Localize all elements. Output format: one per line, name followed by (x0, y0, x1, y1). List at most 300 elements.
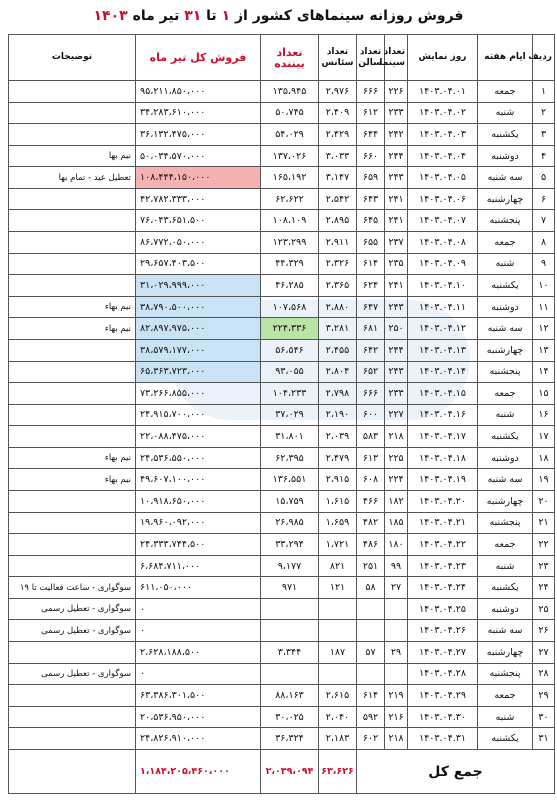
cinemas-cell: ۲۴۲ (385, 124, 408, 146)
gross-cell: ۳۸،۵۷۹،۱۷۷،۰۰۰ (136, 339, 261, 361)
weekday-cell: یکشنبه (478, 728, 533, 750)
header-date: روز نمایش (408, 35, 478, 81)
audience-cell: ۳۱،۸۰۱ (261, 426, 319, 448)
row-number: ۲۹ (533, 685, 555, 707)
title-suffix: تیر ماه (127, 8, 185, 24)
header-notes: توضیحات (9, 35, 136, 81)
table-body (9, 81, 555, 750)
screenings-cell: ۲،۴۵۵ (319, 339, 357, 361)
screenings-cell: ۱،۶۱۵ (319, 490, 357, 512)
cinemas-cell: ۲۱۸ (385, 426, 408, 448)
gross-cell: ۲۹،۶۵۷،۴۰۳،۵۰۰ (136, 253, 261, 275)
table-row (9, 512, 555, 534)
gross-cell: ۰ (136, 663, 261, 685)
title-day-start: ۱ (221, 8, 231, 24)
date-cell: ۱۴۰۳.۰۴.۲۵ (408, 598, 478, 620)
row-number: ۳ (533, 124, 555, 146)
header-weekday: ایام هفته (478, 35, 533, 81)
notes-cell (9, 253, 136, 275)
row-number: ۵ (533, 167, 555, 189)
cinemas-cell: ۲۴۴ (385, 339, 408, 361)
gross-cell: ۱۰۸،۴۴۴،۱۵۰،۰۰۰ (136, 167, 261, 189)
row-number: ۲۸ (533, 663, 555, 685)
notes-cell: نیم بهاء (9, 447, 136, 469)
date-cell: ۱۴۰۳.۰۴.۱۳ (408, 339, 478, 361)
halls-cell: ۴۶۶ (357, 490, 385, 512)
row-number: ۸ (533, 232, 555, 254)
audience-cell: ۱۳۵،۹۴۵ (261, 81, 319, 103)
table-row (9, 339, 555, 361)
weekday-cell: یکشنبه (478, 577, 533, 599)
table-row (9, 577, 555, 599)
screenings-cell: ۲،۱۹۰ (319, 404, 357, 426)
gross-cell: ۴۲،۷۸۲،۳۳۳،۰۰۰ (136, 188, 261, 210)
audience-cell: ۳۰،۰۲۵ (261, 706, 319, 728)
audience-cell: ۹۷۱ (261, 577, 319, 599)
halls-cell: ۶۵۹ (357, 167, 385, 189)
row-number: ۱۲ (533, 318, 555, 340)
row-number: ۱۹ (533, 469, 555, 491)
cinemas-cell: ۲۳۳ (385, 383, 408, 405)
table-row (9, 404, 555, 426)
screenings-cell: ۲،۴۲۹ (319, 124, 357, 146)
notes-cell (9, 232, 136, 254)
halls-cell: ۴۸۲ (357, 512, 385, 534)
audience-cell: ۱۰۴،۲۳۳ (261, 383, 319, 405)
totals-row (9, 750, 555, 794)
date-cell: ۱۴۰۳.۰۴.۰۲ (408, 102, 478, 124)
halls-cell (357, 663, 385, 685)
row-number: ۲۷ (533, 642, 555, 664)
weekday-cell: یکشنبه (478, 124, 533, 146)
audience-cell: ۳،۳۴۴ (261, 642, 319, 664)
halls-cell: ۶۵۲ (357, 361, 385, 383)
table-row (9, 383, 555, 405)
cinemas-cell: ۱۸۲ (385, 490, 408, 512)
halls-cell: ۶۰۸ (357, 469, 385, 491)
table-row (9, 706, 555, 728)
row-number: ۱۰ (533, 275, 555, 297)
halls-cell: ۵۹۲ (357, 706, 385, 728)
row-number: ۲۳ (533, 555, 555, 577)
table-row (9, 728, 555, 750)
row-number: ۱۳ (533, 339, 555, 361)
gross-cell: ۵۰،۰۳۴،۵۷۰،۰۰۰ (136, 145, 261, 167)
halls-cell: ۶۴۷ (357, 296, 385, 318)
notes-cell (9, 210, 136, 232)
table-row (9, 663, 555, 685)
halls-cell: ۶۶۶ (357, 81, 385, 103)
audience-cell: ۳۳،۲۹۴ (261, 534, 319, 556)
weekday-cell: شنبه (478, 555, 533, 577)
row-number: ۹ (533, 253, 555, 275)
audience-cell: ۹۳،۰۵۵ (261, 361, 319, 383)
header-row-num: ردیف (533, 35, 555, 81)
gross-cell: ۴۹،۶۰۷،۱۰۰،۰۰۰ (136, 469, 261, 491)
cinemas-cell: ۲۲۷ (385, 404, 408, 426)
notes-cell: سوگواری - تعطیل رسمی (9, 663, 136, 685)
notes-cell (9, 102, 136, 124)
sales-table (8, 34, 555, 794)
date-cell: ۱۴۰۳.۰۴.۳۰ (408, 706, 478, 728)
cinemas-cell: ۲۴۱ (385, 188, 408, 210)
table-row (9, 81, 555, 103)
notes-cell (9, 642, 136, 664)
audience-cell: ۶۲،۳۹۵ (261, 447, 319, 469)
date-cell: ۱۴۰۳.۰۴.۳۱ (408, 728, 478, 750)
gross-cell: ۲۴،۵۳۶،۵۵۰،۰۰۰ (136, 447, 261, 469)
total-audience: ۲،۰۳۹،۰۹۴ (261, 750, 319, 794)
screenings-cell: ۲،۶۱۵ (319, 685, 357, 707)
notes-cell: سوگواری - تعطیل رسمی (9, 620, 136, 642)
date-cell: ۱۴۰۳.۰۴.۰۸ (408, 232, 478, 254)
row-number: ۱۴ (533, 361, 555, 383)
screenings-cell: ۱،۶۵۹ (319, 512, 357, 534)
gross-cell: ۶۳،۳۸۶،۳۰۱،۵۰۰ (136, 685, 261, 707)
weekday-cell: دوشنبه (478, 598, 533, 620)
audience-cell: ۱۰۷،۵۶۸ (261, 296, 319, 318)
table-row (9, 232, 555, 254)
weekday-cell: پنجشنبه (478, 512, 533, 534)
table-row (9, 361, 555, 383)
gross-cell: ۲۴،۸۲۶،۹۱۰،۰۰۰ (136, 728, 261, 750)
weekday-cell: شنبه (478, 102, 533, 124)
date-cell: ۱۴۰۳.۰۴.۱۵ (408, 383, 478, 405)
audience-cell (261, 663, 319, 685)
table-row (9, 642, 555, 664)
weekday-cell: یکشنبه (478, 426, 533, 448)
cinemas-cell: ۲۳۵ (385, 253, 408, 275)
audience-cell: ۱۰۸،۱۰۹ (261, 210, 319, 232)
screenings-cell (319, 620, 357, 642)
notes-cell (9, 534, 136, 556)
notes-cell: سوگواری - ساعت فعالیت تا ۱۹ (9, 577, 136, 599)
date-cell: ۱۴۰۳.۰۴.۱۸ (408, 447, 478, 469)
date-cell: ۱۴۰۳.۰۴.۰۴ (408, 145, 478, 167)
table-row (9, 447, 555, 469)
weekday-cell: دوشنبه (478, 145, 533, 167)
cinemas-cell: ۲۴۳ (385, 296, 408, 318)
audience-cell: ۳۶،۳۲۴ (261, 728, 319, 750)
cinemas-cell: ۲۲۶ (385, 81, 408, 103)
notes-cell (9, 555, 136, 577)
weekday-cell: جمعه (478, 81, 533, 103)
screenings-cell: ۲،۸۹۵ (319, 210, 357, 232)
notes-cell: نیم بهاء (9, 318, 136, 340)
audience-cell: ۹،۱۷۷ (261, 555, 319, 577)
halls-cell: ۶۱۴ (357, 685, 385, 707)
screenings-cell: ۲،۳۲۶ (319, 253, 357, 275)
audience-cell (261, 598, 319, 620)
screenings-cell: ۸۲۱ (319, 555, 357, 577)
weekday-cell: پنجشنبه (478, 210, 533, 232)
date-cell: ۱۴۰۳.۰۴.۲۰ (408, 490, 478, 512)
audience-cell: ۲۲۴،۳۳۶ (261, 318, 319, 340)
audience-cell: ۱۳۶،۵۵۱ (261, 469, 319, 491)
screenings-cell: ۲،۳۶۵ (319, 275, 357, 297)
row-number: ۲۶ (533, 620, 555, 642)
table-row (9, 210, 555, 232)
gross-cell: ۶۵،۳۶۳،۷۲۳،۰۰۰ (136, 361, 261, 383)
screenings-cell: ۲،۱۸۳ (319, 728, 357, 750)
halls-cell: ۶۵۵ (357, 232, 385, 254)
notes-cell: نیم بها (9, 145, 136, 167)
row-number: ۳۱ (533, 728, 555, 750)
halls-cell: ۵۸ (357, 577, 385, 599)
date-cell: ۱۴۰۳.۰۴.۰۷ (408, 210, 478, 232)
cinemas-cell: ۲۴۱ (385, 210, 408, 232)
halls-cell: ۶۸۱ (357, 318, 385, 340)
table-row (9, 620, 555, 642)
date-cell: ۱۴۰۳.۰۴.۲۶ (408, 620, 478, 642)
audience-cell (261, 620, 319, 642)
halls-cell: ۶۴۳ (357, 188, 385, 210)
halls-cell: ۶۰۰ (357, 404, 385, 426)
notes-cell: نیم بهاء (9, 469, 136, 491)
header-audience: تعداد بیننده (261, 35, 319, 81)
screenings-cell: ۲،۸۸۰ (319, 296, 357, 318)
screenings-cell: ۱،۷۲۱ (319, 534, 357, 556)
cinemas-cell: ۲۴۳ (385, 361, 408, 383)
date-cell: ۱۴۰۳.۰۴.۱۷ (408, 426, 478, 448)
weekday-cell: یکشنبه (478, 275, 533, 297)
cinemas-cell: ۲۵۰ (385, 318, 408, 340)
gross-cell: ۳۸،۷۹۰،۵۰۰،۰۰۰ (136, 296, 261, 318)
audience-cell: ۸۸،۱۶۳ (261, 685, 319, 707)
gross-cell: ۷۳،۲۶۶،۸۵۵،۰۰۰ (136, 383, 261, 405)
total-gross: ۱،۱۸۴،۲۰۵،۴۶۰،۰۰۰ (136, 750, 261, 794)
header-screenings: تعداد سئانس (319, 35, 357, 81)
notes-cell (9, 685, 136, 707)
screenings-cell: ۲،۰۳۹ (319, 426, 357, 448)
cinemas-cell: ۲۴۴ (385, 145, 408, 167)
halls-cell: ۶۴۴ (357, 124, 385, 146)
screenings-cell: ۲،۹۱۱ (319, 232, 357, 254)
gross-cell: ۲۰،۵۳۶،۹۵۰،۰۰۰ (136, 706, 261, 728)
cinemas-cell: ۲۹ (385, 642, 408, 664)
title-prefix: فروش روزانه سینماهای کشور از (230, 8, 464, 24)
gross-cell: ۰ (136, 620, 261, 642)
weekday-cell: شنبه (478, 404, 533, 426)
table-row (9, 275, 555, 297)
cinemas-cell: ۱۸۰ (385, 534, 408, 556)
notes-cell (9, 275, 136, 297)
gross-cell: ۸۲،۸۹۷،۹۷۵،۰۰۰ (136, 318, 261, 340)
weekday-cell: پنجشنبه (478, 361, 533, 383)
halls-cell: ۶۲۴ (357, 275, 385, 297)
page-title (0, 8, 557, 24)
weekday-cell: جمعه (478, 685, 533, 707)
audience-cell: ۴۴،۳۲۹ (261, 253, 319, 275)
row-number: ۱۶ (533, 404, 555, 426)
row-number: ۲۴ (533, 577, 555, 599)
audience-cell: ۱۳۷،۰۲۶ (261, 145, 319, 167)
row-number: ۲ (533, 102, 555, 124)
halls-cell: ۵۷ (357, 642, 385, 664)
row-number: ۲۰ (533, 490, 555, 512)
gross-cell: ۶۱۱،۰۵۰،۰۰۰ (136, 577, 261, 599)
gross-cell: ۲۴،۹۱۵،۷۰۰،۰۰۰ (136, 404, 261, 426)
table-row (9, 253, 555, 275)
weekday-cell: شنبه (478, 253, 533, 275)
weekday-cell: سه شنبه (478, 167, 533, 189)
cinemas-cell: ۲۱۹ (385, 685, 408, 707)
date-cell: ۱۴۰۳.۰۴.۱۹ (408, 469, 478, 491)
title-year: ۱۴۰۳ (93, 8, 128, 24)
weekday-cell: سه شنبه (478, 469, 533, 491)
cinemas-cell (385, 663, 408, 685)
screenings-cell: ۲،۴۰۹ (319, 102, 357, 124)
halls-cell: ۶۱۲ (357, 102, 385, 124)
screenings-cell: ۳،۱۴۷ (319, 167, 357, 189)
halls-cell: ۶۱۴ (357, 253, 385, 275)
screenings-cell: ۱۲۱ (319, 577, 357, 599)
gross-cell: ۳۴،۲۸۳،۶۱۰،۰۰۰ (136, 102, 261, 124)
table-row (9, 598, 555, 620)
notes-cell (9, 124, 136, 146)
date-cell: ۱۴۰۳.۰۴.۲۸ (408, 663, 478, 685)
cinemas-cell (385, 620, 408, 642)
gross-cell: ۳۱،۰۲۹،۹۹۹،۰۰۰ (136, 275, 261, 297)
date-cell: ۱۴۰۳.۰۴.۲۷ (408, 642, 478, 664)
gross-cell: ۲۲،۰۸۸،۴۷۵،۰۰۰ (136, 426, 261, 448)
gross-cell: ۸۶،۷۷۲،۰۵۰،۰۰۰ (136, 232, 261, 254)
gross-cell: ۶،۶۸۴،۷۱۱،۰۰۰ (136, 555, 261, 577)
table-row (9, 102, 555, 124)
table-row (9, 685, 555, 707)
notes-cell (9, 188, 136, 210)
notes-cell (9, 490, 136, 512)
table-row (9, 167, 555, 189)
gross-cell: ۳۶،۱۳۲،۴۷۵،۰۰۰ (136, 124, 261, 146)
gross-cell: ۱۹،۹۶۰،۰۹۲،۰۰۰ (136, 512, 261, 534)
row-number: ۴ (533, 145, 555, 167)
date-cell: ۱۴۰۳.۰۴.۲۹ (408, 685, 478, 707)
cinemas-cell: ۲۴۱ (385, 275, 408, 297)
row-number: ۱ (533, 81, 555, 103)
screenings-cell (319, 598, 357, 620)
gross-cell: ۲،۶۲۸،۱۸۸،۵۰۰ (136, 642, 261, 664)
date-cell: ۱۴۰۳.۰۴.۲۲ (408, 534, 478, 556)
notes-cell (9, 81, 136, 103)
weekday-cell: دوشنبه (478, 447, 533, 469)
weekday-cell: چهارشنبه (478, 642, 533, 664)
cinemas-cell: ۲۲۵ (385, 447, 408, 469)
date-cell: ۱۴۰۳.۰۴.۱۶ (408, 404, 478, 426)
date-cell: ۱۴۰۳.۰۴.۱۴ (408, 361, 478, 383)
audience-cell: ۶۲،۶۲۲ (261, 188, 319, 210)
date-cell: ۱۴۰۳.۰۴.۱۱ (408, 296, 478, 318)
cinemas-cell: ۲۱۶ (385, 706, 408, 728)
gross-cell: ۲۴،۳۳۳،۷۴۴،۵۰۰ (136, 534, 261, 556)
total-screenings: ۶۳،۶۲۶ (319, 750, 357, 794)
total-notes (9, 750, 136, 794)
screenings-cell: ۲،۷۹۸ (319, 383, 357, 405)
notes-cell (9, 728, 136, 750)
header-row (9, 35, 555, 81)
audience-cell: ۳۷،۰۲۹ (261, 404, 319, 426)
date-cell: ۱۴۰۳.۰۴.۲۱ (408, 512, 478, 534)
row-number: ۲۵ (533, 598, 555, 620)
gross-cell: ۷۶،۰۴۳،۶۵۱،۵۰۰ (136, 210, 261, 232)
halls-cell: ۶۰۲ (357, 728, 385, 750)
cinemas-cell: ۲۲۴ (385, 469, 408, 491)
row-number: ۳۰ (533, 706, 555, 728)
header-halls: تعداد سالن (357, 35, 385, 81)
row-number: ۱۷ (533, 426, 555, 448)
gross-cell: ۰ (136, 598, 261, 620)
date-cell: ۱۴۰۳.۰۴.۱۲ (408, 318, 478, 340)
cinemas-cell: ۲۷ (385, 577, 408, 599)
title-day-end: ۳۱ (184, 8, 202, 24)
halls-cell: ۶۴۵ (357, 210, 385, 232)
row-number: ۲۲ (533, 534, 555, 556)
cinemas-cell: ۹۹ (385, 555, 408, 577)
halls-cell (357, 620, 385, 642)
total-label: جمع کل (357, 750, 555, 794)
screenings-cell: ۲،۵۴۲ (319, 188, 357, 210)
screenings-cell: ۲،۰۴۰ (319, 706, 357, 728)
notes-cell (9, 706, 136, 728)
weekday-cell: جمعه (478, 534, 533, 556)
date-cell: ۱۴۰۳.۰۴.۰۹ (408, 253, 478, 275)
row-number: ۱۵ (533, 383, 555, 405)
notes-cell (9, 383, 136, 405)
gross-cell: ۹۵،۲۱۱،۸۵۰،۰۰۰ (136, 81, 261, 103)
weekday-cell: شنبه (478, 706, 533, 728)
halls-cell: ۶۶۰ (357, 145, 385, 167)
notes-cell (9, 404, 136, 426)
table-row (9, 296, 555, 318)
screenings-cell: ۲،۸۰۴ (319, 361, 357, 383)
halls-cell: ۲۵۱ (357, 555, 385, 577)
date-cell: ۱۴۰۳.۰۴.۰۳ (408, 124, 478, 146)
weekday-cell: جمعه (478, 383, 533, 405)
cinemas-cell: ۱۸۵ (385, 512, 408, 534)
weekday-cell: سه شنبه (478, 318, 533, 340)
gross-cell: ۱۰،۹۱۸،۶۵۰،۰۰۰ (136, 490, 261, 512)
weekday-cell: پنجشنبه (478, 663, 533, 685)
row-number: ۱۱ (533, 296, 555, 318)
notes-cell: سوگواری - تعطیل رسمی (9, 598, 136, 620)
audience-cell: ۵۴،۰۲۹ (261, 124, 319, 146)
date-cell: ۱۴۰۳.۰۴.۱۰ (408, 275, 478, 297)
audience-cell: ۱۶۵،۱۹۲ (261, 167, 319, 189)
table-row (9, 426, 555, 448)
halls-cell (357, 598, 385, 620)
halls-cell: ۶۴۲ (357, 339, 385, 361)
audience-cell: ۲۶،۹۸۵ (261, 512, 319, 534)
table-row (9, 534, 555, 556)
table-row (9, 145, 555, 167)
weekday-cell: چهارشنبه (478, 339, 533, 361)
notes-cell: تعطیل عید - تمام بها (9, 167, 136, 189)
audience-cell: ۱۵،۷۵۹ (261, 490, 319, 512)
screenings-cell: ۱۸۷ (319, 642, 357, 664)
date-cell: ۱۴۰۳.۰۴.۲۳ (408, 555, 478, 577)
halls-cell: ۶۶۶ (357, 383, 385, 405)
notes-cell (9, 361, 136, 383)
title-mid: تا (201, 8, 222, 24)
cinemas-cell: ۲۳۷ (385, 232, 408, 254)
audience-cell: ۵۰،۷۴۵ (261, 102, 319, 124)
cinemas-cell: ۲۳۳ (385, 102, 408, 124)
audience-cell: ۴۶،۲۸۵ (261, 275, 319, 297)
table-row (9, 490, 555, 512)
screenings-cell: ۲،۴۷۹ (319, 447, 357, 469)
cinemas-cell (385, 598, 408, 620)
audience-cell: ۵۶،۵۴۶ (261, 339, 319, 361)
